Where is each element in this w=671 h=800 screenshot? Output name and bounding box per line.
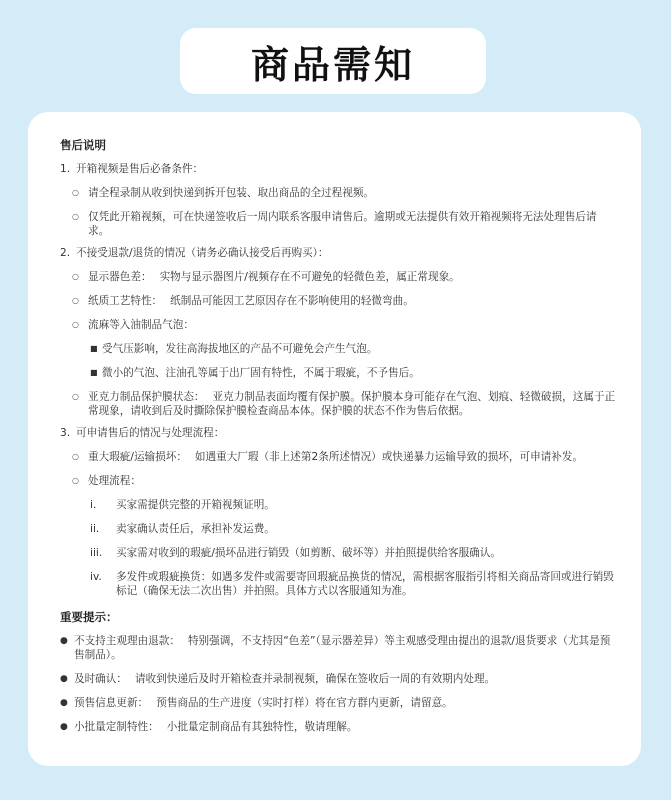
sub-item [60,318,617,332]
dot-bullet-icon: ● [60,698,68,708]
section-title-after-sales: 售后说明 [60,138,106,152]
circle-bullet-icon: ○ [72,476,79,485]
sub-sub-item-text: 受气压影响，发往高海拔地区的产品不可避免会产生气泡。 [102,343,378,355]
circle-bullet-icon: ○ [72,188,79,197]
important-item-body [74,634,617,662]
sub-item-text: 亚克力制品表面均覆有保护膜。保护膜本身可能存在气泡、划痕、轻微破损，这属于正常现象，请收到后及时撕除保护膜检查商品本体。保护膜的状态不作为售后依据。 [88,391,616,417]
sub-item-text: 仅凭此开箱视频，可在快递签收后一周内联系客服申请售后。逾期或无法提供有效开箱视频将无法处理售后请求。 [88,211,597,237]
sub-item-text: 如遇重大厂瑕（非上述第2条所述情况）或快递暴力运输导致的损坏，可申请补发。 [194,451,584,463]
sub-item-body [88,390,617,418]
sub-item-text: 实物与显示器图片/视频存在不可避免的轻微色差，属正常现象。 [159,271,460,283]
item-text: 不接受退款/退货的情况（请务必确认接受后再购买）： [76,247,329,259]
step-text: 买家需对收到的瑕疵/损坏品进行销毁（如剪断、破坏等）并拍照提供给客服确认。 [116,547,501,559]
important-item [60,672,617,686]
list-item [60,246,617,260]
sub-item [60,390,617,418]
item-number: 1. [60,163,71,175]
circle-bullet-icon: ○ [72,392,79,401]
dot-bullet-icon: ● [60,674,68,684]
page-title: 商品需知 [250,41,415,87]
sub-sub-item [60,342,617,356]
square-bullet-icon: ■ [90,368,98,377]
sub-sub-item-text: 微小的气泡、注油孔等属于出厂固有特性，不属于瑕疵，不予售后。 [102,367,420,379]
sub-item [60,210,617,238]
step-text: 卖家确认责任后，承担补发运费。 [116,523,275,535]
step-number: ii. [90,523,100,535]
item-number: 2. [60,247,71,259]
important-text: 特别强调，不支持因“色差”（显示器差异）等主观感受理由提出的退款/退货要求（尤其是预售制品）。 [74,635,611,661]
list-item [60,426,617,440]
process-step [60,522,617,536]
sub-item [60,270,617,284]
important-item [60,696,617,710]
important-text: 小批量定制商品有其独特性，敬请理解。 [166,721,358,733]
circle-bullet-icon: ○ [72,296,79,305]
circle-bullet-icon: ○ [72,320,79,329]
sub-item [60,474,617,488]
important-item-body [74,672,617,686]
title-banner [180,28,486,94]
sub-item-body [88,450,617,464]
list-item [60,162,617,176]
sub-item-label: 重大瑕疵/运输损坏： [88,451,187,463]
sub-item-text: 纸制品可能因工艺原因存在不影响使用的轻微弯曲。 [170,295,414,307]
sub-item-label: 显示器色差： [88,271,152,283]
circle-bullet-icon: ○ [72,452,79,461]
important-text: 请收到快递后及时开箱检查并录制视频，确保在签收后一周的有效期内处理。 [134,673,496,685]
important-item-body [74,720,617,734]
important-label: 及时确认： [74,673,127,685]
sub-sub-item [60,366,617,380]
square-bullet-icon: ■ [90,344,98,353]
item-number: 3. [60,427,71,439]
process-step [60,498,617,512]
sub-item-body [88,294,617,308]
process-step [60,546,617,560]
sub-item [60,186,617,200]
section-title-important: 重要提示： [60,610,118,624]
dot-bullet-icon: ● [60,636,68,646]
after-sales-list [60,162,617,598]
item-text: 开箱视频是售后必备条件： [76,163,204,175]
process-step [60,570,617,598]
important-item [60,720,617,734]
dot-bullet-icon: ● [60,722,68,732]
step-number: iii. [90,547,103,559]
sub-item [60,450,617,464]
circle-bullet-icon: ○ [72,272,79,281]
sub-item-label: 亚克力制品保护膜状态： [88,391,205,403]
notice-card [28,112,641,766]
item-text: 可申请售后的情况与处理流程： [76,427,225,439]
important-label: 预售信息更新： [74,697,149,709]
important-label: 小批量定制特性： [74,721,159,733]
sub-item [60,294,617,308]
sub-item-label: 纸质工艺特性： [88,295,163,307]
step-text: 买家需提供完整的开箱视频证明。 [116,499,275,511]
sub-item-label: 流麻等入油制品气泡： [88,319,194,331]
important-item [60,634,617,662]
sub-item-body [88,270,617,284]
circle-bullet-icon: ○ [72,212,79,221]
step-number: iv. [90,571,102,583]
important-label: 不支持主观理由退款： [74,635,180,647]
important-item-body [74,696,617,710]
sub-item-text: 请全程录制从收到快递到拆开包装、取出商品的全过程视频。 [88,187,375,199]
sub-item-label: 处理流程： [88,475,141,487]
step-text: 多发件或瑕疵换货：如遇多发件或需要寄回瑕疵品换货的情况，需根据客服指引将相关商品寄回或进行销毁标记（确保无法二次出售）并拍照。具体方式以客服通知为准。 [116,571,614,597]
important-text: 预售商品的生产进度（实时打样）将在官方群内更新，请留意。 [156,697,453,709]
step-number: i. [90,499,97,511]
